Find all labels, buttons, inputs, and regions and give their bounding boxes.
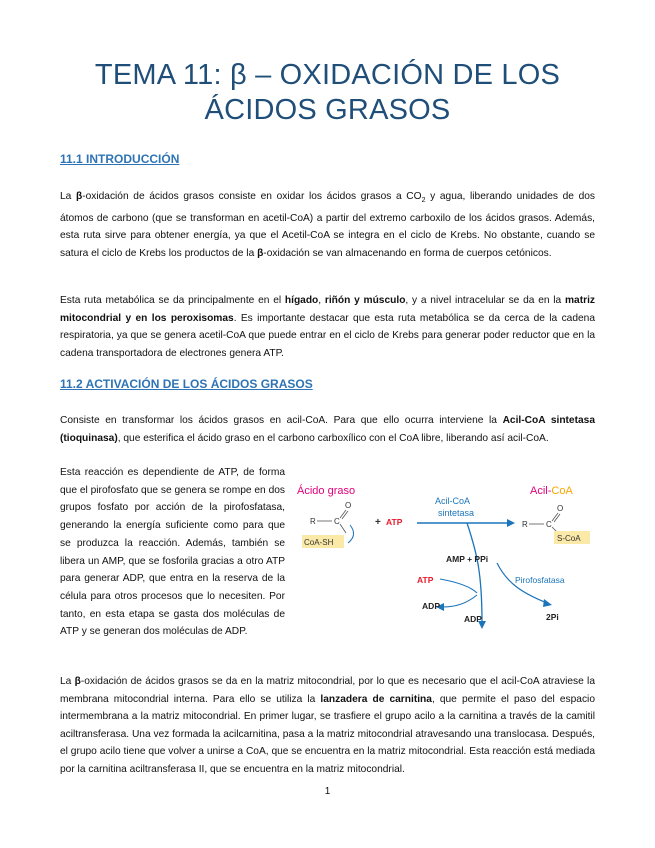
c-left: C [334, 517, 340, 526]
bold-beta: β [257, 247, 264, 259]
double-bond-left-2 [342, 511, 348, 519]
section-heading-introduction: 11.1 INTRODUCCIÓN [60, 152, 180, 166]
bold-beta: β [74, 676, 81, 687]
adp-arrow [442, 595, 477, 607]
product-label [530, 485, 573, 497]
two-pi-label: 2Pi [546, 612, 559, 622]
section-heading-activation: 11.2 ACTIVACIÓN DE LOS ÁCIDOS GRASOS [60, 377, 313, 391]
intro-paragraph-1 [60, 188, 595, 262]
r-left: R [310, 517, 316, 526]
activation-paragraph-1 [60, 412, 595, 447]
transfer-arrow [348, 525, 354, 543]
text-run: , que permite el paso del espacio intermembrana a la matriz mitocondrial. En primer lugar, se trasfiere el grupo acilo a la carnitina a través de la camitil aciltransferasa. Una vez formada la acilcarnitina, pasa a la matriz mitocondrial atravesando una translocasa. Después, el grupo acilo tiene que volver a unirse a CoA, que se encuentra en la matriz mitocondrial. Esta reacción está mediada por la carnitina aciltransferasa II, que se encuentra en la matriz mitocondrial. [60, 693, 595, 775]
product-prefix: Acil- [530, 485, 552, 497]
scoa-label: S-CoA [557, 534, 581, 543]
main-arrow-head [507, 519, 515, 527]
activation-paragraph-3 [60, 673, 595, 779]
c-right: C [546, 520, 552, 529]
plus-sign: + [375, 517, 381, 528]
atp-label-2: ATP [417, 575, 434, 585]
text-run: -oxidación se van almacenando en forma de cuerpos cetónicos. [263, 247, 552, 259]
bond-to-coa [340, 524, 346, 533]
intro-paragraph-2 [60, 292, 595, 362]
coash-label: CoA-SH [304, 538, 334, 547]
o-right: O [557, 504, 564, 513]
pyrophosphatase-arrow-head [543, 599, 552, 607]
text-run: -oxidación de ácidos grasos consiste en oxidar los ácidos grasos a CO [82, 191, 422, 202]
text-run: La [60, 191, 76, 202]
text-run: y agua, liberando unidades de dos átomos de carbono (que se transforman en acetil-CoA) a partir del extremo carboxilo de los ácidos grasos. Además, esta ruta sirve para obtener energía, ya que el Acetil-CoA se integra en el ciclo de Krebs. No obstante, cuando se satura el ciclo de Krebs los productos de la [60, 191, 596, 259]
text-run: -oxidación de ácidos grasos se da en la matriz mitocondrial, por lo que es necesario que el acil-CoA atraviese la membrana mitocondrial interna. Para ello se utiliza la [60, 676, 595, 705]
page-title [60, 58, 595, 128]
bold-term: lanzadera de carnitina [320, 693, 432, 705]
double-bond-left [340, 510, 346, 518]
bold-term: riñón y músculo [324, 295, 406, 306]
text-run: . Es importante destacar que esta ruta metabólica se da cerca de la cadena respiratoria, ya que se genera acetil-CoA que puede entrar en el ciclo de Krebs para generar poder reductor que en la cadena transportadora de electrones genera ATP. [60, 312, 596, 359]
product-suffix: CoA [551, 485, 573, 497]
adp-label-1: ADP [422, 601, 440, 611]
text-run: , que esterifica el ácido graso en el carbono carboxílico con el CoA libre, liberando así acil-CoA. [117, 432, 549, 444]
subscript: 2 [421, 197, 426, 205]
atp-label-1: ATP [386, 517, 403, 527]
double-bond-right [552, 513, 558, 521]
bold-beta: β [75, 191, 83, 202]
text-run: , [318, 295, 325, 306]
text-run: La [60, 676, 75, 687]
amp-ppi-label: AMP + PPi [446, 554, 489, 564]
adp-label-2: ADP [464, 614, 482, 624]
double-bond-right-2 [554, 514, 560, 522]
text-run: Consiste en transformar los ácidos grasos en acil-CoA. Para que ello ocurra interviene la [60, 415, 503, 426]
page-number: 1 [324, 786, 331, 797]
atp-arrow [440, 579, 477, 593]
side-arrow [467, 523, 482, 623]
text-run: , y a nivel intracelular se da en la [405, 295, 565, 306]
o-left: O [345, 501, 352, 510]
pyrophosphatase-label: Pirofosfatasa [515, 575, 565, 585]
acyl-coa-reaction-diagram [292, 473, 602, 633]
enzyme-label-line-1: Acil-CoA [435, 496, 471, 506]
fatty-acid-label: Ácido graso [297, 485, 356, 497]
enzyme-label-line-2: sintetasa [438, 508, 475, 518]
r-right: R [522, 520, 528, 529]
text-run: Esta ruta metabólica se da principalmente en el [60, 295, 285, 306]
title-line-1: TEMA 11: β – OXIDACIÓN DE LOS [94, 59, 561, 91]
title-line-2: ÁCIDOS GRASOS [204, 94, 451, 126]
bold-term: Acil-CoA sintetasa (tioquinasa) [60, 415, 595, 444]
bold-term: hígado [284, 295, 319, 306]
activation-paragraph-2: Esta reacción es dependiente de ATP, de forma que el pirofosfato que se genera se rompe en dos grupos fosfato por acción de la pirofosfatasa, generando la energía suficiente como para que se produzca la reacción. Además, también se libera un AMP, que se fosforila gracias a otro ATP para generar ADP, que entra en la reserva de la célula para otros procesos que lo necesiten. Por tanto, en esta etapa se gasta dos moléculas de ATP y se generan dos moléculas de ADP. [60, 467, 285, 638]
bold-term: matriz mitocondrial y en los peroxisomas [60, 295, 595, 324]
